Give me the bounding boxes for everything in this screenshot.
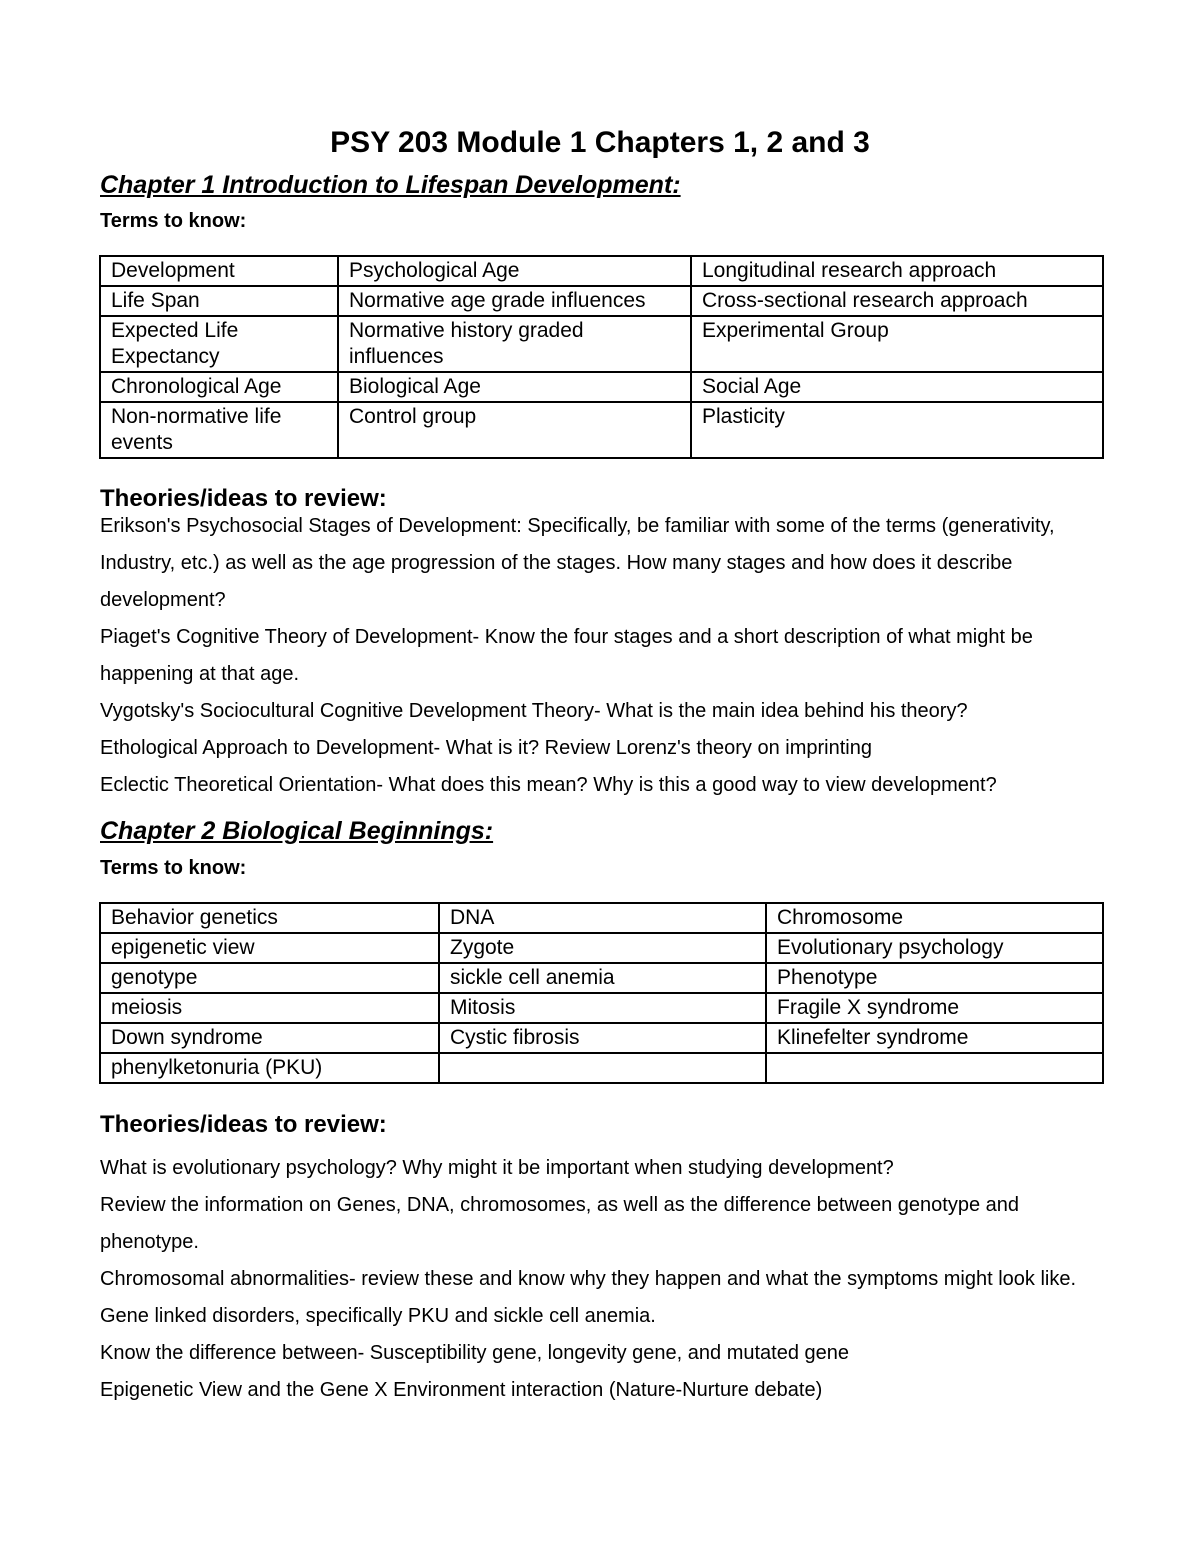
chapter-2-theories-heading: Theories/ideas to review:	[100, 1111, 387, 1138]
term-cell: meiosis	[100, 993, 439, 1023]
list-item: Gene linked disorders, specifically PKU and sickle cell anemia.	[100, 1305, 656, 1327]
term-cell: Normative history graded influences	[338, 316, 691, 372]
chapter-2-theories-list	[100, 1150, 1110, 1409]
chapter-1-heading: Chapter 1 Introduction to Lifespan Development:	[100, 171, 681, 199]
term-cell: Psychological Age	[338, 256, 691, 286]
list-item: What is evolutionary psychology? Why might it be important when studying development?	[100, 1157, 894, 1179]
table-row	[100, 316, 1103, 372]
table-row	[100, 933, 1103, 963]
term-cell: sickle cell anemia	[439, 963, 766, 993]
term-cell: Control group	[338, 402, 691, 458]
table-row	[100, 903, 1103, 933]
chapter-1-terms-label: Terms to know:	[100, 210, 247, 232]
list-item: Review the information on Genes, DNA, chromosomes, as well as the difference between genotype and phenotype.	[100, 1194, 1020, 1253]
chapter-2-terms-table	[99, 902, 1104, 1084]
term-cell: Fragile X syndrome	[766, 993, 1103, 1023]
chapter-1-theories-list	[100, 508, 1110, 804]
term-cell: Phenotype	[766, 963, 1103, 993]
chapter-1-terms-table	[99, 255, 1104, 459]
term-cell: Development	[100, 256, 338, 286]
table-row	[100, 286, 1103, 316]
table-row	[100, 402, 1103, 458]
term-cell: Cystic fibrosis	[439, 1023, 766, 1053]
list-item: Ethological Approach to Development- What is it? Review Lorenz's theory on imprinting	[100, 737, 872, 759]
term-cell: Zygote	[439, 933, 766, 963]
term-cell: Non-normative life events	[100, 402, 338, 458]
term-cell: genotype	[100, 963, 439, 993]
term-cell: Life Span	[100, 286, 338, 316]
term-cell	[439, 1053, 766, 1083]
list-item: Chromosomal abnormalities- review these and know why they happen and what the symptoms might look like.	[100, 1268, 1077, 1290]
table-row	[100, 256, 1103, 286]
list-item: Erikson's Psychosocial Stages of Development: Specifically, be familiar with some of the terms (generativity, Industry, etc.) as well as the age progression of the stages. How many stages and how does it describe development?	[100, 515, 1055, 611]
term-cell: Klinefelter syndrome	[766, 1023, 1103, 1053]
list-item: Piaget's Cognitive Theory of Development- Know the four stages and a short description of what might be happening at that age.	[100, 626, 1033, 685]
document-title: PSY 203 Module 1 Chapters 1, 2 and 3	[330, 126, 870, 159]
chapter-2-terms-label: Terms to know:	[100, 857, 247, 879]
term-cell: Mitosis	[439, 993, 766, 1023]
term-cell: Biological Age	[338, 372, 691, 402]
term-cell: epigenetic view	[100, 933, 439, 963]
table-row	[100, 1053, 1103, 1083]
table-row	[100, 372, 1103, 402]
list-item: Vygotsky's Sociocultural Cognitive Development Theory- What is the main idea behind his theory?	[100, 700, 968, 722]
list-item: Eclectic Theoretical Orientation- What does this mean? Why is this a good way to view development?	[100, 774, 997, 796]
chapter-1-theories-heading: Theories/ideas to review:	[100, 485, 387, 512]
term-cell: Cross-sectional research approach	[691, 286, 1103, 316]
table-row	[100, 993, 1103, 1023]
chapter-2-heading: Chapter 2 Biological Beginnings:	[100, 817, 494, 845]
list-item: Know the difference between- Susceptibility gene, longevity gene, and mutated gene	[100, 1342, 850, 1364]
term-cell: phenylketonuria (PKU)	[100, 1053, 439, 1083]
table-row	[100, 963, 1103, 993]
term-cell	[766, 1053, 1103, 1083]
term-cell: Expected Life Expectancy	[100, 316, 338, 372]
term-cell: Chromosome	[766, 903, 1103, 933]
term-cell: Down syndrome	[100, 1023, 439, 1053]
term-cell: Plasticity	[691, 402, 1103, 458]
term-cell: Longitudinal research approach	[691, 256, 1103, 286]
list-item: Epigenetic View and the Gene X Environment interaction (Nature-Nurture debate)	[100, 1379, 823, 1401]
term-cell: DNA	[439, 903, 766, 933]
table-row	[100, 1023, 1103, 1053]
term-cell: Normative age grade influences	[338, 286, 691, 316]
term-cell: Experimental Group	[691, 316, 1103, 372]
term-cell: Social Age	[691, 372, 1103, 402]
term-cell: Evolutionary psychology	[766, 933, 1103, 963]
term-cell: Chronological Age	[100, 372, 338, 402]
term-cell: Behavior genetics	[100, 903, 439, 933]
